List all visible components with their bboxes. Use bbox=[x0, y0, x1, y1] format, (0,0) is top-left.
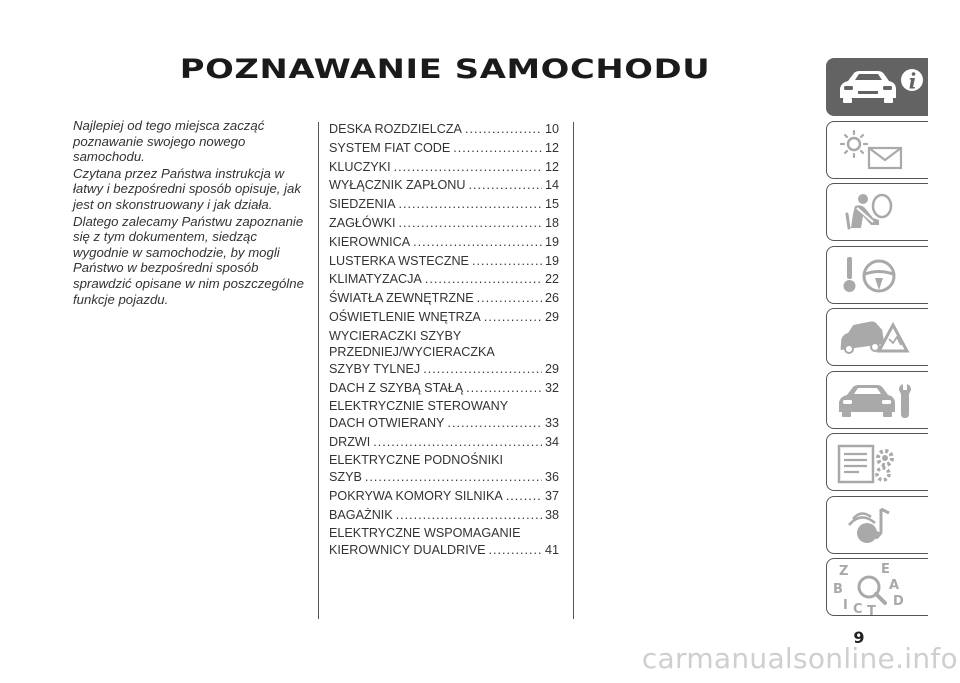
toc-page-number: 34 bbox=[544, 434, 559, 449]
toc-page-number: 10 bbox=[544, 122, 559, 136]
toc-page-number: 33 bbox=[544, 415, 559, 430]
toc-leader-dots bbox=[365, 469, 542, 486]
toc-entry[interactable] bbox=[329, 271, 559, 288]
index-letter: A bbox=[889, 578, 900, 593]
toc-page-number: 15 bbox=[544, 197, 559, 212]
toc-entry-title: KIEROWNICA bbox=[329, 234, 411, 249]
toc-leader-dots bbox=[425, 271, 542, 288]
toc-entry-title: ŚWIATŁA ZEWNĘTRZNE bbox=[329, 291, 474, 306]
toc-page-number: 18 bbox=[544, 215, 559, 230]
tab-technical-data[interactable] bbox=[826, 433, 928, 491]
toc-entry-title: POKRYWA KOMORY SILNIKA bbox=[329, 488, 503, 503]
toc-leader-dots bbox=[423, 361, 542, 378]
toc-entry[interactable] bbox=[329, 380, 559, 397]
key-steering-wheel-icon bbox=[827, 247, 929, 305]
index-letter: E bbox=[881, 562, 890, 577]
tab-car-info[interactable] bbox=[826, 58, 928, 116]
intro-text bbox=[73, 118, 313, 308]
toc-entry[interactable] bbox=[329, 234, 559, 251]
emergency-breakdown-icon bbox=[827, 309, 929, 367]
toc-entry-title: SYSTEM FIAT CODE bbox=[329, 140, 451, 155]
alphabetical-index-icon bbox=[827, 559, 929, 617]
multimedia-icon bbox=[827, 497, 929, 555]
column-divider-right bbox=[573, 122, 574, 619]
chapter-tabs bbox=[826, 58, 928, 621]
toc-page-number: 12 bbox=[544, 159, 559, 174]
toc-entry[interactable] bbox=[329, 177, 559, 194]
toc-leader-dots bbox=[398, 196, 542, 213]
toc-page-number: 19 bbox=[544, 234, 559, 249]
toc-entry-title: LUSTERKA WSTECZNE bbox=[329, 253, 469, 268]
toc-leader-dots bbox=[394, 159, 542, 176]
toc-page-number: 14 bbox=[544, 178, 559, 193]
toc-entry-title: BAGAŻNIK bbox=[329, 507, 393, 522]
toc-entry-title: SIEDZENIA bbox=[329, 197, 396, 212]
toc-leader-dots bbox=[466, 380, 542, 397]
toc-entry[interactable] bbox=[329, 525, 559, 558]
toc-entry-title: ELEKTRYCZNIE STEROWANY bbox=[329, 399, 509, 414]
watermark: carmanualsonline.info bbox=[641, 642, 958, 675]
toc-entry[interactable] bbox=[329, 215, 559, 232]
tab-safety[interactable] bbox=[826, 183, 928, 241]
toc-entry-title: KIEROWNICY DUALDRIVE bbox=[329, 542, 486, 557]
tab-maintenance[interactable] bbox=[826, 371, 928, 429]
index-letter: D bbox=[893, 594, 904, 609]
toc-entry-title: SZYB bbox=[329, 469, 362, 484]
page-title: POZNAWANIE SAMOCHODU bbox=[179, 54, 711, 85]
toc-leader-dots bbox=[468, 177, 542, 194]
toc-entry-title: DACH OTWIERANY bbox=[329, 415, 445, 430]
toc-entry-title: OŚWIETLENIE WNĘTRZA bbox=[329, 309, 481, 324]
toc-entry-title: PRZEDNIEJ/WYCIERACZKA bbox=[329, 345, 495, 360]
toc-leader-dots bbox=[373, 434, 542, 451]
toc-leader-dots bbox=[398, 215, 542, 232]
toc-entry-title: ELEKTRYCZNE WSPOMAGANIE bbox=[329, 526, 521, 541]
toc-leader-dots bbox=[472, 253, 542, 270]
toc-entry[interactable] bbox=[329, 196, 559, 213]
warning-lights-message-icon bbox=[827, 122, 929, 180]
toc-leader-dots bbox=[453, 140, 542, 157]
intro-paragraph: Najlepiej od tego miejsca zacząć poznawanie swojego nowego samochodu. bbox=[73, 118, 265, 165]
airbag-seat-icon bbox=[827, 184, 929, 242]
toc-entry[interactable] bbox=[329, 328, 559, 378]
toc-entry-title: DACH Z SZYBĄ STAŁĄ bbox=[329, 380, 464, 395]
toc-entry[interactable] bbox=[329, 121, 559, 138]
toc-entry[interactable] bbox=[329, 309, 559, 326]
toc-leader-dots bbox=[484, 309, 542, 326]
toc-entry[interactable] bbox=[329, 488, 559, 505]
toc-entry[interactable] bbox=[329, 140, 559, 157]
toc-entry-title: ZAGŁÓWKI bbox=[329, 215, 396, 230]
toc-entry[interactable] bbox=[329, 507, 559, 524]
toc-leader-dots bbox=[396, 507, 542, 524]
index-letter: T bbox=[867, 604, 876, 617]
toc-page-number: 29 bbox=[544, 309, 559, 324]
toc-entry-title: KLIMATYZACJA bbox=[329, 272, 422, 287]
car-maintenance-icon bbox=[827, 372, 929, 430]
toc-leader-dots bbox=[465, 121, 542, 138]
index-letter: Z bbox=[839, 564, 849, 579]
toc-entry-title: SZYBY TYLNEJ bbox=[329, 361, 421, 376]
toc-page-number: 38 bbox=[544, 507, 559, 522]
intro-paragraph: Dlatego zalecamy Państwu zapoznanie się z tym dokumentem, siedząc wygodnie w samochodzie, by mogli Państwo w bezpośredni sposób sprawdzić opisane w nim poszczególne funkcje pojazdu. bbox=[73, 213, 304, 307]
table-of-contents bbox=[329, 121, 559, 561]
toc-entry-title: DESKA ROZDZIELCZA bbox=[329, 122, 462, 136]
toc-entry[interactable] bbox=[329, 290, 559, 307]
toc-leader-dots bbox=[477, 290, 542, 307]
tab-starting-driving[interactable] bbox=[826, 246, 928, 304]
toc-entry-title: DRZWI bbox=[329, 434, 371, 449]
toc-entry[interactable] bbox=[329, 253, 559, 270]
toc-entry[interactable] bbox=[329, 159, 559, 176]
index-letter: B bbox=[833, 582, 843, 597]
page-number: 9 bbox=[853, 628, 865, 647]
tab-warning-lights[interactable] bbox=[826, 121, 928, 179]
technical-data-icon bbox=[827, 434, 929, 492]
toc-entry-title: KLUCZYKI bbox=[329, 159, 391, 174]
intro-paragraph: Czytana przez Państwa instrukcja w łatwy i bezpośredni sposób opisuje, jak jest on skonstruowany i jak działa. bbox=[73, 165, 301, 212]
toc-page-number: 22 bbox=[544, 272, 559, 287]
toc-page-number: 12 bbox=[544, 140, 559, 155]
index-letter: I bbox=[843, 598, 848, 613]
toc-page-number: 32 bbox=[544, 380, 559, 395]
toc-leader-dots bbox=[413, 234, 542, 251]
toc-page-number: 36 bbox=[544, 469, 559, 484]
toc-page-number: 29 bbox=[544, 361, 559, 376]
car-info-icon bbox=[826, 58, 928, 116]
toc-leader-dots bbox=[489, 542, 542, 559]
toc-leader-dots bbox=[506, 488, 542, 505]
toc-page-number: 41 bbox=[544, 542, 559, 557]
toc-entry-title: WYCIERACZKI SZYBY bbox=[329, 328, 462, 343]
toc-leader-dots bbox=[447, 415, 542, 432]
toc-entry[interactable] bbox=[329, 398, 559, 431]
tab-index[interactable] bbox=[826, 558, 928, 616]
toc-page-number: 19 bbox=[544, 253, 559, 268]
toc-page-number: 26 bbox=[544, 291, 559, 306]
tab-multimedia[interactable] bbox=[826, 496, 928, 554]
toc-page-number: 37 bbox=[544, 488, 559, 503]
toc-entry[interactable] bbox=[329, 452, 559, 485]
toc-entry-title: WYŁĄCZNIK ZAPŁONU bbox=[329, 178, 466, 193]
toc-entry-title: ELEKTRYCZNE PODNOŚNIKI bbox=[329, 453, 504, 468]
tab-emergency[interactable] bbox=[826, 308, 928, 366]
column-divider-left bbox=[318, 122, 319, 619]
toc-entry[interactable] bbox=[329, 434, 559, 451]
index-letter: C bbox=[853, 602, 863, 617]
